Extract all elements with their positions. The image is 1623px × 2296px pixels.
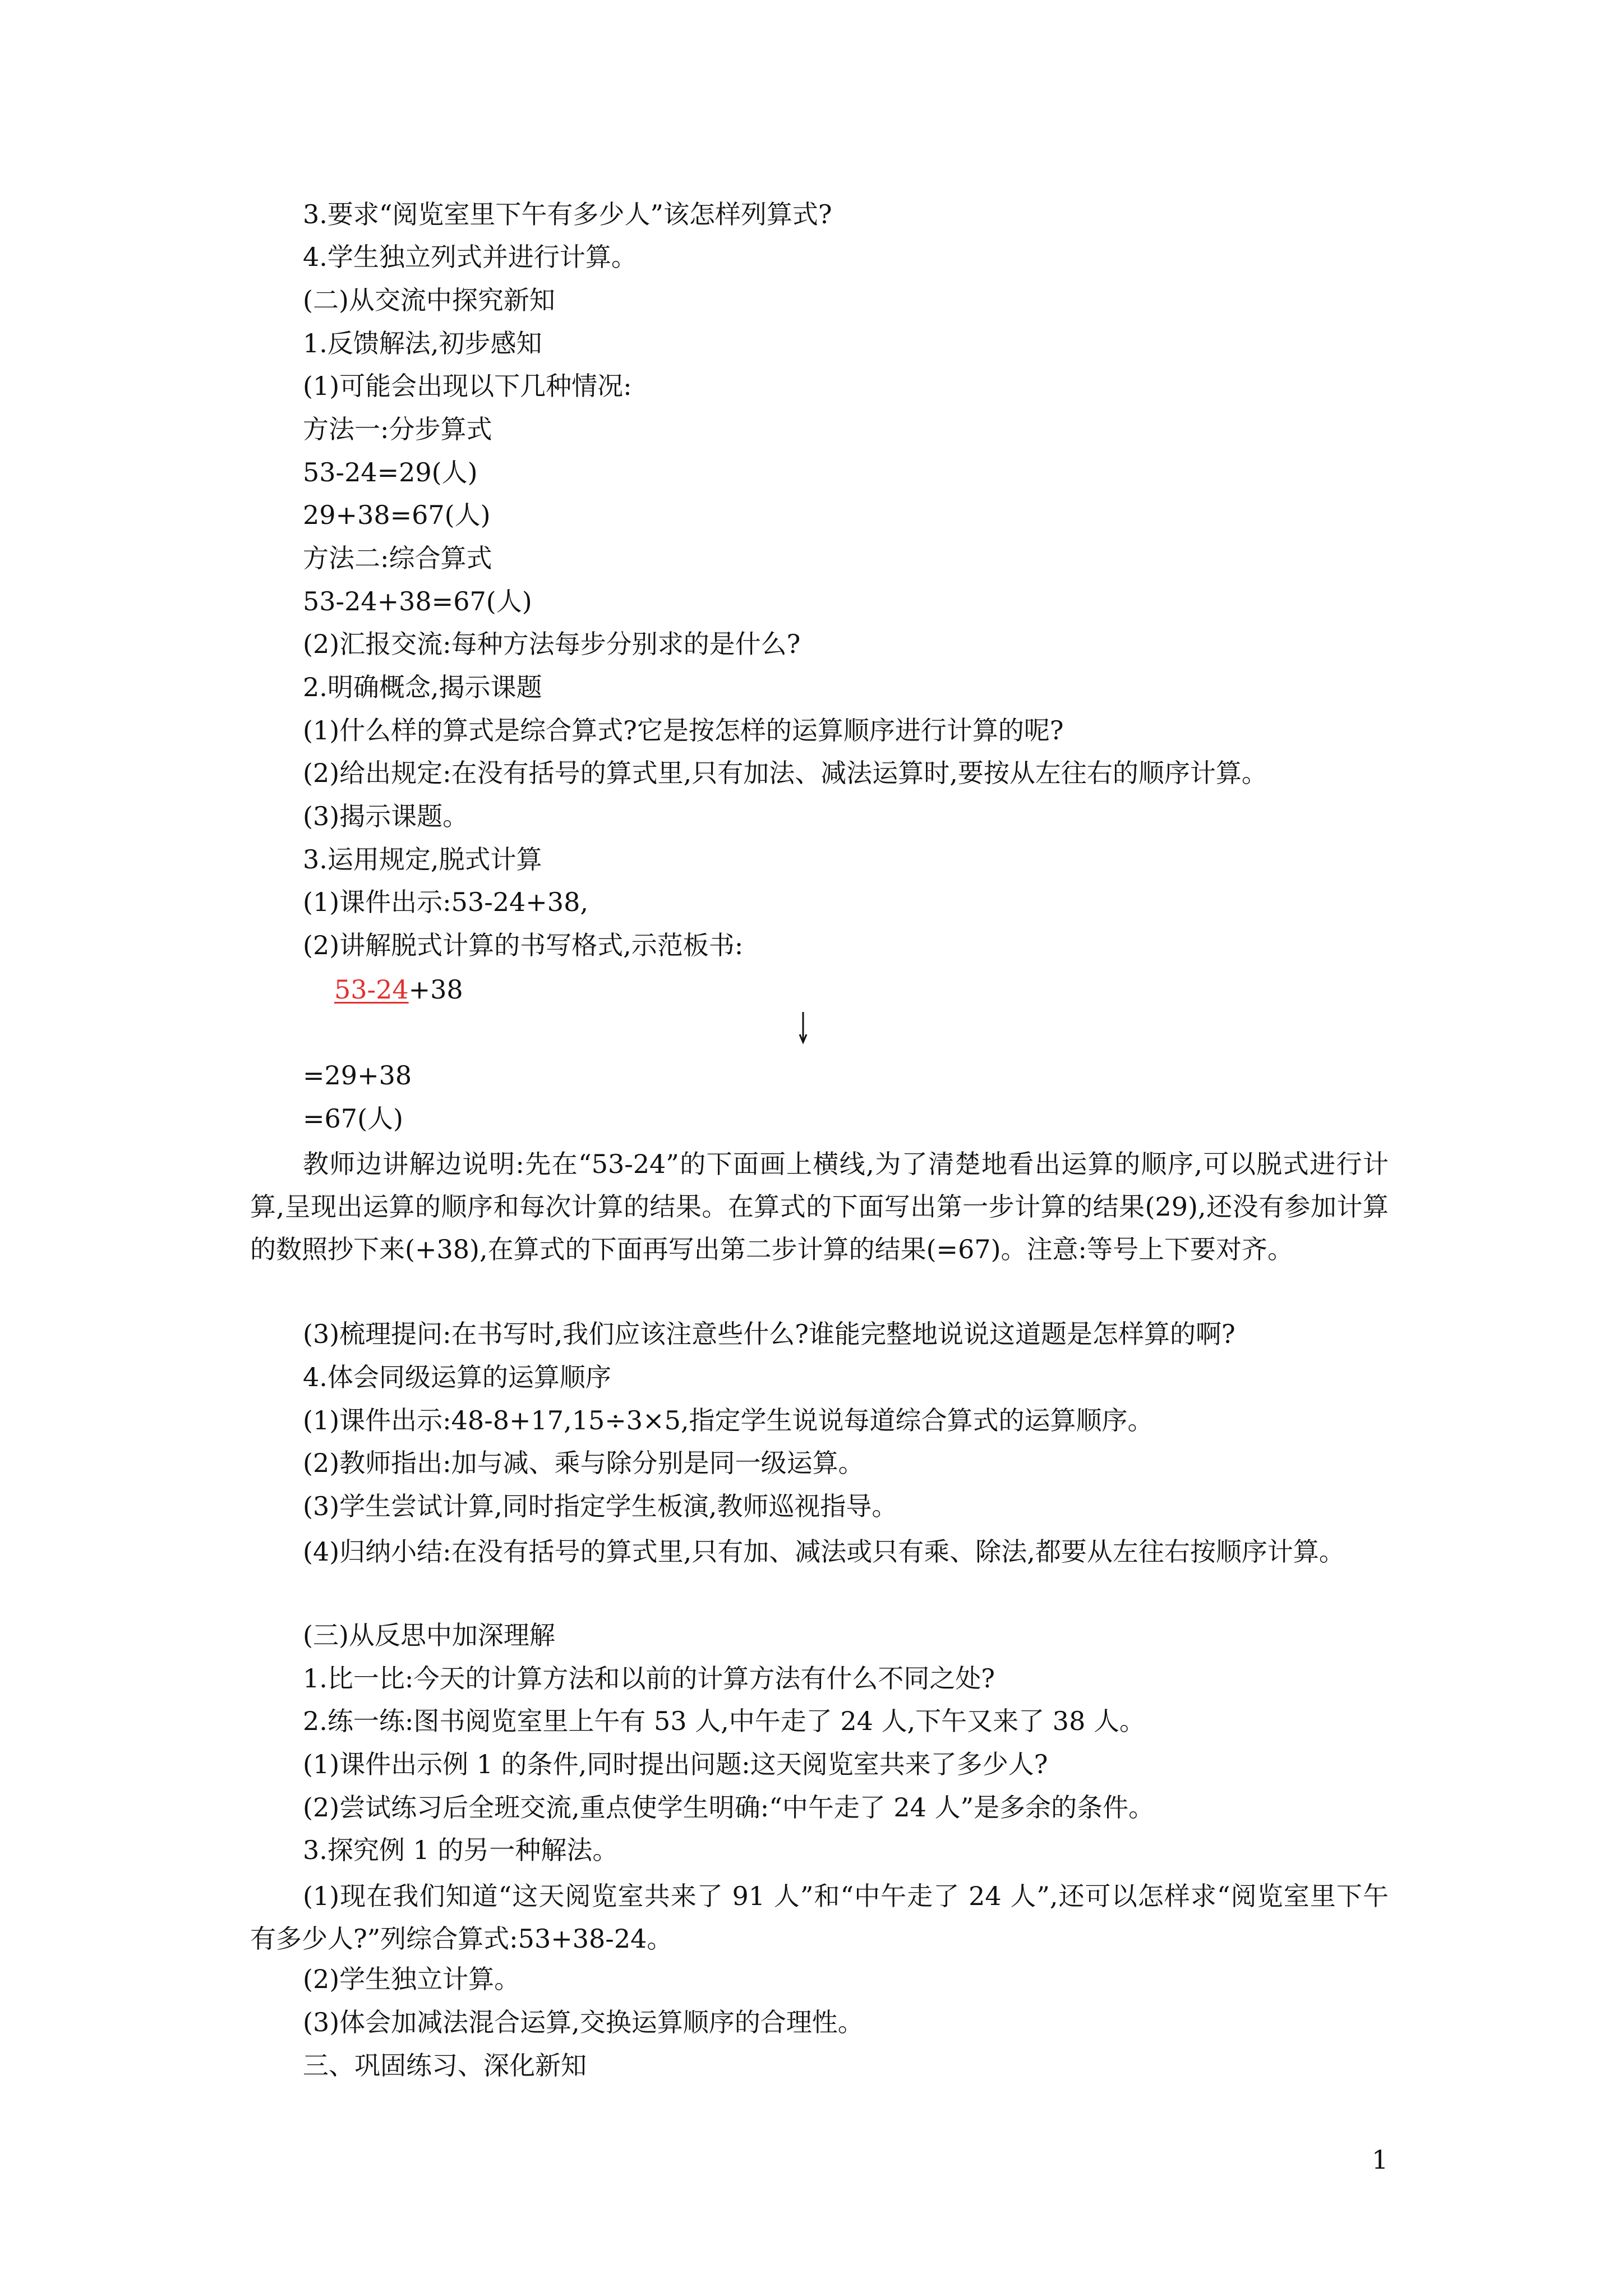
step-4: 4.学生独立列式并进行计算。: [303, 242, 637, 272]
explanation-paragraph: 教师边讲解边说明:先在“53-24”的下面画上横线,为了清楚地看出运算的顺序,可以脱式进行计算,呈现出运算的顺序和每次计算的结果。在算式的下面写出第一步计算的结果(29),还没有参加计算的数照抄下来(+38),在算式的下面再写出第二步计算的结果(=67)。注意:等号上下要对齐。: [250, 1149, 1389, 1264]
list-item: (2)尝试练习后全班交流,重点使学生明确:“中午走了 24 人”是多余的条件。: [303, 1792, 1155, 1823]
list-item: (2)教师指出:加与减、乘与除分别是同一级运算。: [303, 1448, 864, 1478]
list-item: (3)揭示课题。: [303, 801, 469, 831]
list-item: (3)体会加减法混合运算,交换运算顺序的合理性。: [303, 2007, 864, 2037]
list-item: (2)给出规定:在没有括号的算式里,只有加法、减法运算时,要按从左往右的顺序计算。: [303, 758, 1267, 788]
down-arrow-icon: [799, 1011, 808, 1045]
section-heading-2: (二)从交流中探究新知: [303, 285, 555, 315]
list-item: (2)汇报交流:每种方法每步分别求的是什么?: [303, 629, 801, 659]
list-item: (1)课件出示:53-24+38,: [303, 887, 588, 917]
equation-2: 29+38=67(人): [303, 500, 491, 530]
list-item: 3.探究例 1 的另一种解法。: [303, 1835, 619, 1865]
expression-line: [334, 973, 463, 1006]
equation-1: 53-24=29(人): [303, 457, 478, 487]
subheading-3: 3.运用规定,脱式计算: [303, 844, 542, 875]
list-item: (1)可能会出现以下几种情况:: [303, 371, 632, 401]
method-2-label: 方法二:综合算式: [303, 543, 492, 573]
equation-3: 53-24+38=67(人): [303, 586, 532, 616]
list-item: (3)梳理提问:在书写时,我们应该注意些什么?谁能完整地说说这道题是怎样算的啊?: [303, 1319, 1235, 1349]
list-item: 1.比一比:今天的计算方法和以前的计算方法有什么不同之处?: [303, 1663, 995, 1694]
list-item: (1)什么样的算式是综合算式?它是按怎样的运算顺序进行计算的呢?: [303, 715, 1064, 746]
underlined-first-step: 53-24: [334, 974, 409, 1005]
list-item: 2.练一练:图书阅览室里上午有 53 人,中午走了 24 人,下午又来了 38 人。: [303, 1706, 1145, 1736]
question-3: 3.要求“阅览室里下午有多少人”该怎样列算式?: [303, 199, 832, 229]
calc-step-2: =67(人): [303, 1103, 403, 1134]
method-1-label: 方法一:分步算式: [303, 414, 492, 444]
list-item: (3)学生尝试计算,同时指定学生板演,教师巡视指导。: [303, 1491, 898, 1521]
subheading-1: 1.反馈解法,初步感知: [303, 328, 542, 358]
expression-rest: +38: [408, 974, 463, 1005]
summary-paragraph: (4)归纳小结:在没有括号的算式里,只有加、减法或只有乘、除法,都要从左往右按顺序计算。: [303, 1536, 1345, 1567]
calc-step-1: =29+38: [303, 1060, 412, 1091]
section-heading-3: (三)从反思中加深理解: [303, 1620, 555, 1650]
subheading-2: 2.明确概念,揭示课题: [303, 672, 542, 702]
list-item: (1)课件出示例 1 的条件,同时提出问题:这天阅览室共来了多少人?: [303, 1749, 1048, 1779]
page-number: 1: [1372, 2145, 1389, 2175]
alternate-method-paragraph: (1)现在我们知道“这天阅览室共来了 91 人”和“中午走了 24 人”,还可以怎样求“阅览室里下午有多少人?”列综合算式:53+38-24。: [250, 1881, 1389, 1954]
list-item: (1)课件出示:48-8+17,15÷3×5,指定学生说说每道综合算式的运算顺序。: [303, 1405, 1154, 1435]
section-heading: 三、巩固练习、深化新知: [303, 2050, 587, 2081]
list-item: (2)学生独立计算。: [303, 1964, 520, 1994]
subheading-4: 4.体会同级运算的运算顺序: [303, 1362, 611, 1392]
list-item: (2)讲解脱式计算的书写格式,示范板书:: [303, 930, 744, 960]
